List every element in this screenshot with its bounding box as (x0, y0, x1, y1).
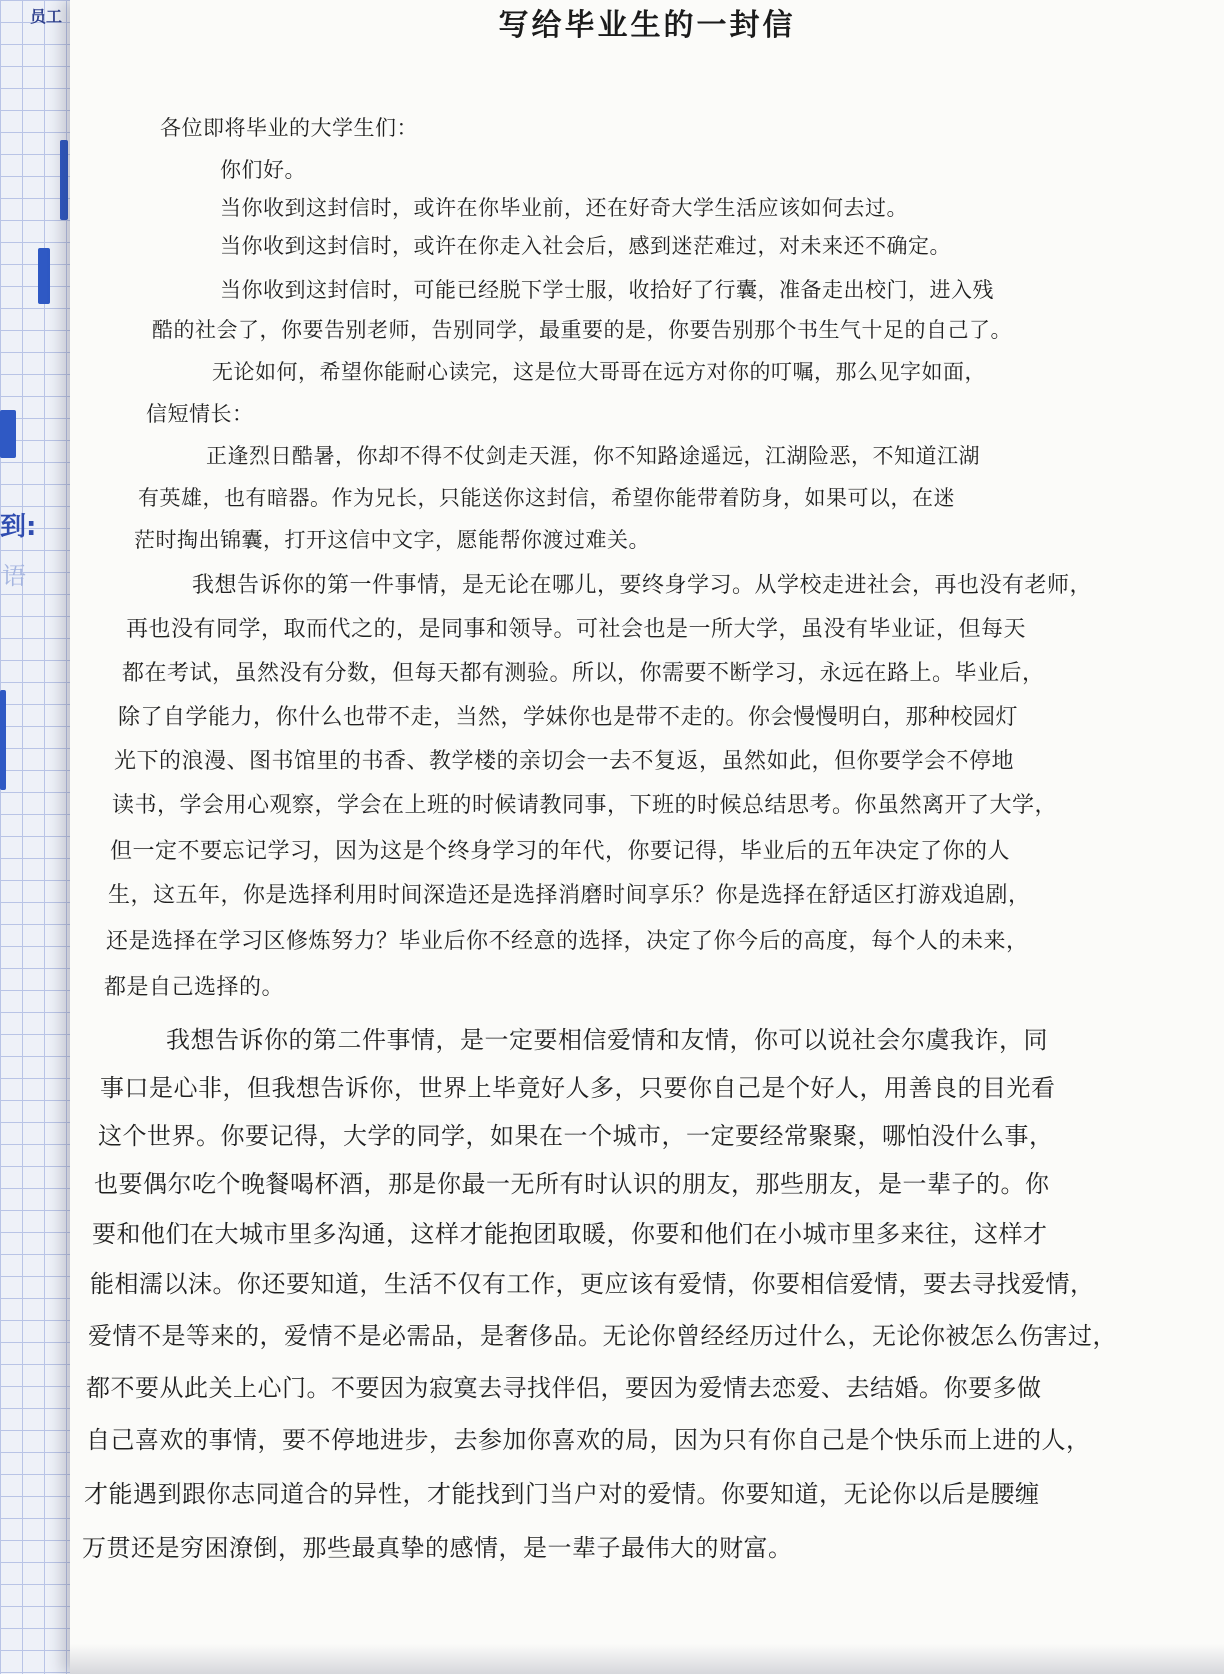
letter-line: 当你收到这封信时，或许在你走入社会后，感到迷茫难过，对未来还不确定。 (220, 234, 951, 258)
page-shadow (70, 1644, 1224, 1674)
blue-mark (0, 410, 16, 458)
edge-label-mid: 到: (0, 512, 37, 542)
letter-line: 都不要从此关上心门。不要因为寂寞去寻找伴侣，要因为爱情去恋爱、去结婚。你要多做 (86, 1374, 1042, 1402)
letter-line: 事口是心非，但我想告诉你，世界上毕竟好人多，只要你自己是个好人，用善良的目光看 (100, 1074, 1056, 1102)
letter-line: 读书，学会用心观察，学会在上班的时候请教同事，下班的时候总结思考。你虽然离开了大学， (112, 793, 1058, 818)
letter-line: 除了自学能力，你什么也带不走，当然，学妹你也是带不走的。你会慢慢明白，那种校园灯 (118, 705, 1019, 730)
edge-label-faint: 语 (2, 562, 26, 590)
blue-mark (60, 140, 68, 220)
letter-line: 生，这五年，你是选择利用时间深造还是选择消磨时间享乐？你是选择在舒适区打游戏追剧， (108, 883, 1031, 908)
letter-sheet (70, 0, 1224, 1674)
letter-line: 我想告诉你的第一件事情，是无论在哪儿，要终身学习。从学校走进社会，再也没有老师， (192, 573, 1093, 598)
letter-line: 有英雄，也有暗器。作为兄长，只能送你这封信，希望你能带着防身，如果可以，在迷 (138, 486, 955, 510)
letter-line: 自己喜欢的事情，要不停地进步，去参加你喜欢的局，因为只有你自己是个快乐而上进的人， (86, 1426, 1091, 1454)
letter-line: 再也没有同学，取而代之的，是同事和领导。可社会也是一所大学，虽没有毕业证，但每天 (126, 617, 1027, 642)
letter-line: 都是自己选择的。 (104, 975, 285, 1000)
letter-line: 茫时掏出锦囊，打开这信中文字，愿能帮你渡过难关。 (134, 528, 650, 552)
letter-line: 还是选择在学习区修炼努力？毕业后你不经意的选择，决定了你今后的高度，每个人的未来， (106, 929, 1029, 954)
letter-line: 光下的浪漫、图书馆里的书香、教学楼的亲切会一去不复返，虽然如此，但你要学会不停地 (114, 749, 1015, 774)
letter-line: 要和他们在大城市里多沟通，这样才能抱团取暖，你要和他们在小城市里多来往，这样才 (92, 1220, 1048, 1248)
letter-line: 我想告诉你的第二件事情，是一定要相信爱情和友情，你可以说社会尔虞我诈，同 (166, 1026, 1048, 1054)
letter-line: 万贯还是穷困潦倒，那些最真挚的感情，是一辈子最伟大的财富。 (82, 1534, 793, 1562)
letter-line: 正逢烈日酷暑，你却不得不仗剑走天涯，你不知路途遥远，江湖险恶，不知道江湖 (206, 444, 980, 468)
edge-label-top: 员工 (30, 7, 63, 26)
letter-line: 这个世界。你要记得，大学的同学，如果在一个城市，一定要经常聚聚，哪怕没什么事， (98, 1122, 1054, 1150)
letter-line: 信短情长： (146, 402, 254, 426)
letter-line: 都在考试，虽然没有分数，但每天都有测验。所以，你需要不断学习，永远在路上。毕业后， (122, 661, 1045, 686)
letter-line: 当你收到这封信时，可能已经脱下学士服，收拾好了行囊，准备走出校门，进入残 (220, 278, 994, 302)
blue-mark (0, 690, 6, 790)
salutation: 各位即将毕业的大学生们： (160, 116, 418, 140)
letter-line: 但一定不要忘记学习，因为这是个终身学习的年代，你要记得，毕业后的五年决定了你的人 (110, 839, 1011, 864)
letter-line: 爱情不是等来的，爱情不是必需品，是奢侈品。无论你曾经经历过什么，无论你被怎么伤害过， (88, 1322, 1117, 1350)
letter-title: 写给毕业生的一封信 (498, 8, 796, 43)
letter-line: 酷的社会了，你要告别老师，告别同学，最重要的是，你要告别那个书生气十足的自己了。 (152, 318, 1012, 342)
letter-line: 才能遇到跟你志同道合的异性，才能找到门当户对的爱情。你要知道，无论你以后是腰缠 (84, 1480, 1040, 1508)
blue-mark (38, 248, 50, 304)
letter-line: 当你收到这封信时，或许在你毕业前，还在好奇大学生活应该如何去过。 (220, 196, 908, 220)
letter-line: 无论如何，希望你能耐心读完，这是位大哥哥在远方对你的叮嘱，那么见字如面， (212, 360, 986, 384)
letter-line: 也要偶尔吃个晚餐喝杯酒，那是你最一无所有时认识的朋友，那些朋友，是一辈子的。你 (94, 1170, 1050, 1198)
letter-line: 能相濡以沫。你还要知道，生活不仅有工作，更应该有爱情，你要相信爱情，要去寻找爱情， (90, 1270, 1095, 1298)
greeting: 你们好。 (220, 158, 306, 182)
